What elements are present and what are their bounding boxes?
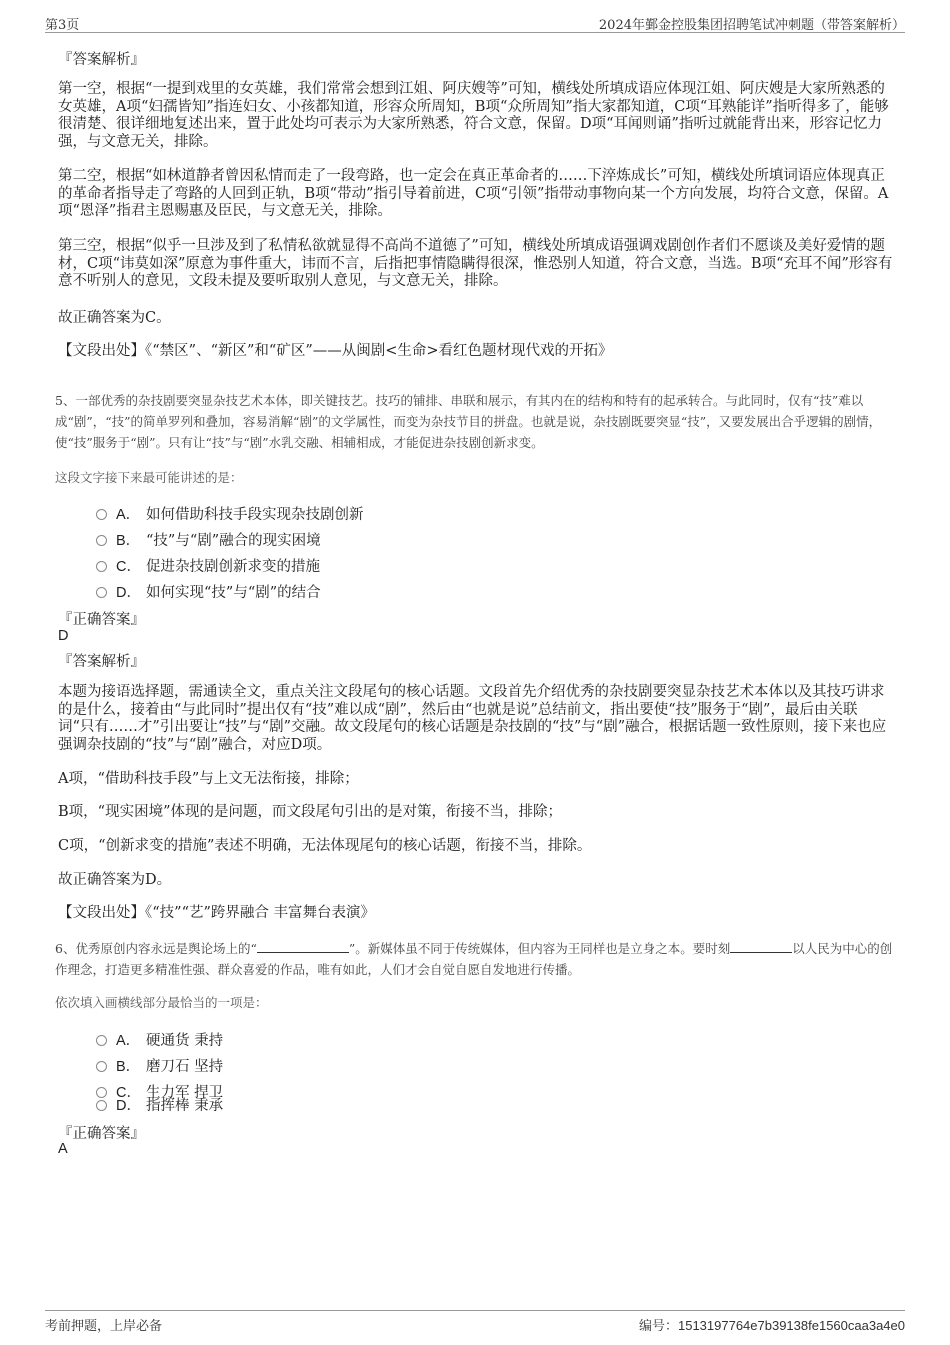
document-title: 2024年鄞金控股集团招聘笔试冲刺题（带答案解析） bbox=[598, 18, 905, 33]
page-number: 第3页 bbox=[45, 18, 80, 33]
radio-icon[interactable] bbox=[96, 535, 107, 546]
question-5-stem: 5、一部优秀的杂技剧要突显杂技艺术本体，即关键技艺。技巧的铺排、串联和展示，有其内在的结构和特有的起承转合。与此同时，仅有“技”难以成“剧”，“技”的简单罗列和叠加，容易消解“剧”的文学属性，而变为杂技节目的拼盘。也就是说，杂技剧既要突显“技”，又要发展出合乎逻辑的剧情，使“技”服务于“剧”。只有让“技”与“剧”水乳交融、相辅相成，才能促进杂技剧创新求变。 bbox=[55, 393, 882, 450]
question-5-option-c[interactable]: C． 促进杂技剧创新求变的措施 bbox=[96, 555, 320, 575]
radio-icon[interactable] bbox=[96, 509, 107, 520]
question-6-stem: 6、优秀原创内容永远是舆论场上的“ ”。新媒体虽不同于传统媒体，但内容为王同样也是立身之本。要时刻 以人民为中心的创作理念，打造更多精准性强、群众喜爱的作品，唯有如此，人们才会自觉自愿自发地进行传播。 bbox=[55, 941, 893, 977]
analysis-label: 『答案解析』 bbox=[58, 52, 145, 68]
question-5-option-d[interactable]: D． 如何实现“技”与“剧”的结合 bbox=[96, 581, 321, 601]
radio-icon[interactable] bbox=[96, 1100, 107, 1111]
footer-slogan: 考前押题，上岸必备 bbox=[45, 1319, 163, 1334]
question-6-option-a[interactable]: A． 硬通货 秉持 bbox=[96, 1029, 223, 1049]
question-6-prompt: 依次填入画横线部分最恰当的一项是： bbox=[55, 995, 268, 1010]
passage-source: 【文段出处】《“禁区”、“新区”和“矿区”——从闽剧<生命>看红色题材现代戏的开拓》 bbox=[58, 343, 613, 359]
analysis-paragraph-3: 第三空，根据“似乎一旦涉及到了私情私欲就显得不高尚不道德了”可知，横线处所填成语强调戏剧创作者们不愿谈及美好爱情的题材，C项“讳莫如深”原意为事件重大，讳而不言，后指把事情隐瞒得很深，惟恐别人知道，符合文意，当选。B项“充耳不闻”形容有意不听别人的意见，文段未提及要听取别人意见，与文意无关，排除。 bbox=[58, 238, 893, 289]
analysis-paragraph-3: B项，“现实困境”体现的是问题，而文段尾句引出的是对策，衔接不当，排除； bbox=[58, 804, 562, 820]
question-5-option-b[interactable]: B． “技”与“剧”融合的现实困境 bbox=[96, 529, 321, 549]
page-footer bbox=[45, 1310, 905, 1335]
analysis-paragraph-4: C项，“创新求变的措施”表述不明确，无法体现尾句的核心话题，衔接不当，排除。 bbox=[58, 838, 592, 854]
question-5-prompt: 这段文字接下来最可能讲述的是： bbox=[55, 470, 243, 485]
page-header bbox=[45, 12, 905, 33]
analysis-paragraph-2: A项，“借助科技手段”与上文无法衔接，排除； bbox=[58, 771, 359, 787]
radio-icon[interactable] bbox=[96, 561, 107, 572]
question-6-option-c[interactable]: C． 生力军 捍卫 bbox=[96, 1081, 223, 1101]
correct-answer: D bbox=[58, 628, 69, 644]
analysis-paragraph-1: 第一空，根据“一提到戏里的女英雄，我们常常会想到江姐、阿庆嫂等”可知，横线处所填成语应体现江姐、阿庆嫂是大家所熟悉的女英雄，A项“妇孺皆知”指连妇女、小孩都知道，形容众所周知，B项“众所周知”指大家都知道，C项“耳熟能详”指听得多了，能够很清楚、很详细地复述出来，置于此处均可表示为大家所熟悉，符合文意，保留。D项“耳闻则诵”指听过就能背出来，形容记忆力强，与文意无关，排除。 bbox=[58, 81, 889, 150]
question-5-option-a[interactable]: A． 如何借助科技手段实现杂技剧创新 bbox=[96, 503, 364, 523]
question-6-option-d[interactable]: D． 指挥棒 秉承 bbox=[96, 1094, 223, 1114]
correct-answer: A bbox=[58, 1141, 68, 1157]
radio-icon[interactable] bbox=[96, 587, 107, 598]
passage-source: 【文段出处】《“技”“艺”跨界融合 丰富舞台表演》 bbox=[58, 905, 376, 921]
radio-icon[interactable] bbox=[96, 1035, 107, 1046]
question-6-option-b[interactable]: B． 磨刀石 坚持 bbox=[96, 1055, 223, 1075]
correct-answer-label: 『正确答案』 bbox=[58, 612, 145, 628]
analysis-conclusion: 故正确答案为D。 bbox=[58, 872, 172, 888]
answer-blank-1 bbox=[257, 940, 349, 953]
analysis-label: 『答案解析』 bbox=[58, 654, 145, 670]
document-code: 编号：1513197764e7b39138fe1560caa3a4e0 bbox=[638, 1318, 905, 1334]
analysis-conclusion: 故正确答案为C。 bbox=[58, 310, 171, 326]
radio-icon[interactable] bbox=[96, 1061, 107, 1072]
answer-blank-2 bbox=[730, 940, 792, 953]
analysis-paragraph-1: 本题为接语选择题，需通读全文，重点关注文段尾句的核心话题。文段首先介绍优秀的杂技剧要突显杂技艺术本体以及其技巧讲求的是什么，接着由“与此同时”提出仅有“技”难以成“剧”，然后由“也就是说”总结前文，指出要使“技”服务于“剧”，最后由关联词“只有……才”引出要让“技”与“剧”交融。故文段尾句的核心话题是杂技剧的“技”与“剧”融合，根据话题一致性原则，接下来也应强调杂技剧的“技”与“剧”融合，对应D项。 bbox=[58, 684, 887, 753]
analysis-paragraph-2: 第二空，根据“如林道静者曾因私情而走了一段弯路，也一定会在真正革命者的……下淬炼成长”可知，横线处所填词语应体现真正的革命者指导走了弯路的人回到正轨，B项“带动”指引导着前进，C项“引领”指带动事物向某一个方向发展，均符合文意，保留。A项“恩泽”指君主恩赐惠及臣民，与文意无关，排除。 bbox=[58, 168, 889, 219]
correct-answer-label: 『正确答案』 bbox=[58, 1126, 145, 1142]
